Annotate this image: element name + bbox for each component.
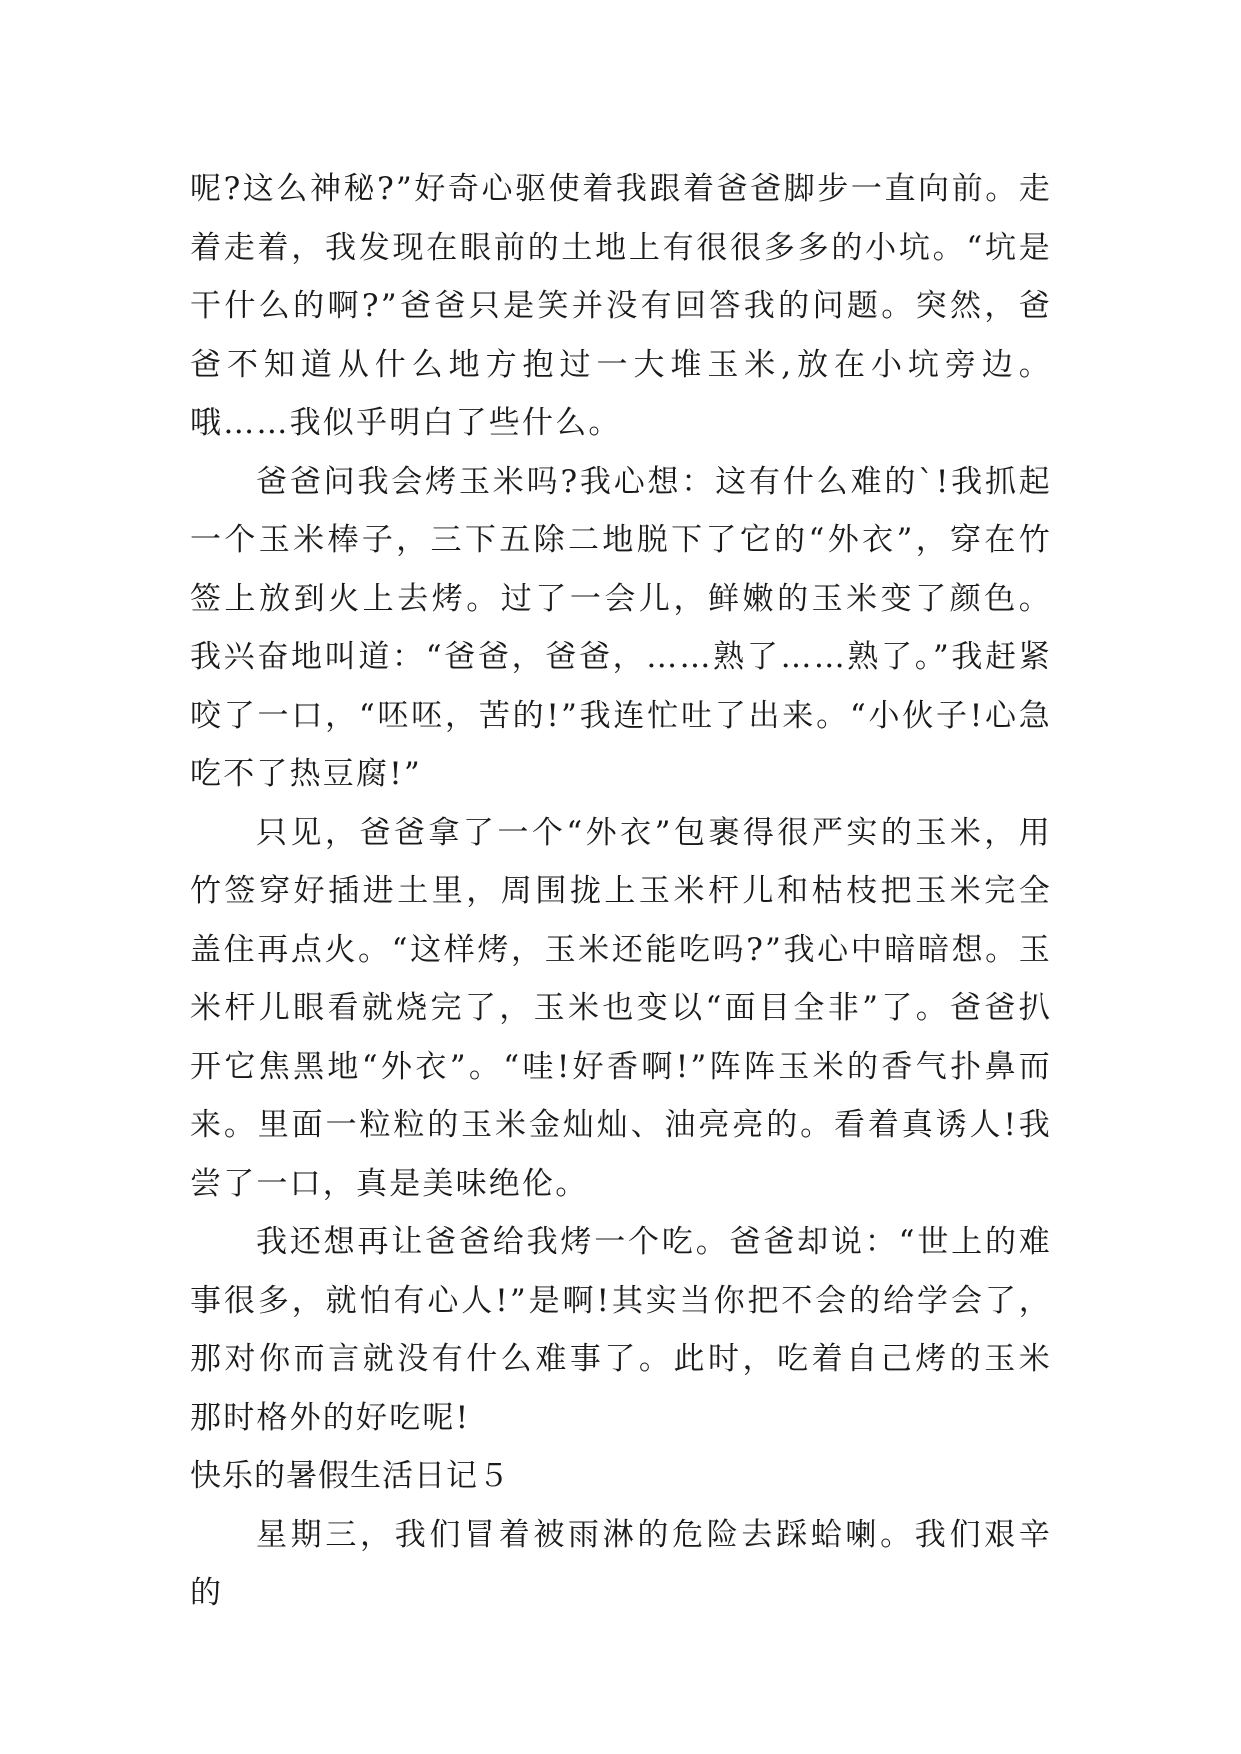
paragraph-1: 呢?这么神秘?”好奇心驱使着我跟着爸爸脚步一直向前。走着走着，我发现在眼前的土地上有很很多多的小坑。“坑是干什么的啊?”爸爸只是笑并没有回答我的问题。突然，爸爸不知道从什么地方抱过一大堆玉米,放在小坑旁边。哦……我似乎明白了些什么。 [190, 171, 1052, 441]
paragraph-4: 我还想再让爸爸给我烤一个吃。爸爸却说：“世上的难事很多，就怕有心人!”是啊!其实当你把不会的给学会了，那对你而言就没有什么难事了。此时，吃着自己烤的玉米那时格外的好吃呢! [190, 1224, 1052, 1436]
paragraph-3: 只见，爸爸拿了一个“外衣”包裹得很严实的玉米，用竹签穿好插进土里，周围拢上玉米杆儿和枯枝把玉米完全盖住再点火。“这样烤，玉米还能吃吗?”我心中暗暗想。玉米杆儿眼看就烧完了，玉米也变以“面目全非”了。爸爸扒开它焦黑地“外衣”。“哇!好香啊!”阵阵玉米的香气扑鼻而来。里面一粒粒的玉米金灿灿、油亮亮的。看着真诱人!我尝了一口，真是美味绝伦。 [190, 814, 1052, 1202]
document-body [190, 160, 1052, 1623]
paragraph-2: 爸爸问我会烤玉米吗?我心想：这有什么难的`!我抓起一个玉米棒子，三下五除二地脱下了它的“外衣”，穿在竹签上放到火上去烤。过了一会儿，鲜嫩的玉米变了颜色。我兴奋地叫道：“爸爸，爸爸，……熟了……熟了。”我赶紧咬了一口，“呸呸，苦的!”我连忙吐了出来。“小伙子!心急吃不了热豆腐!” [190, 463, 1052, 792]
section-heading: 快乐的暑假生活日记５ [190, 1458, 510, 1494]
paragraph-5: 星期三，我们冒着被雨淋的危险去踩蛤喇。我们艰辛的 [190, 1516, 1052, 1611]
